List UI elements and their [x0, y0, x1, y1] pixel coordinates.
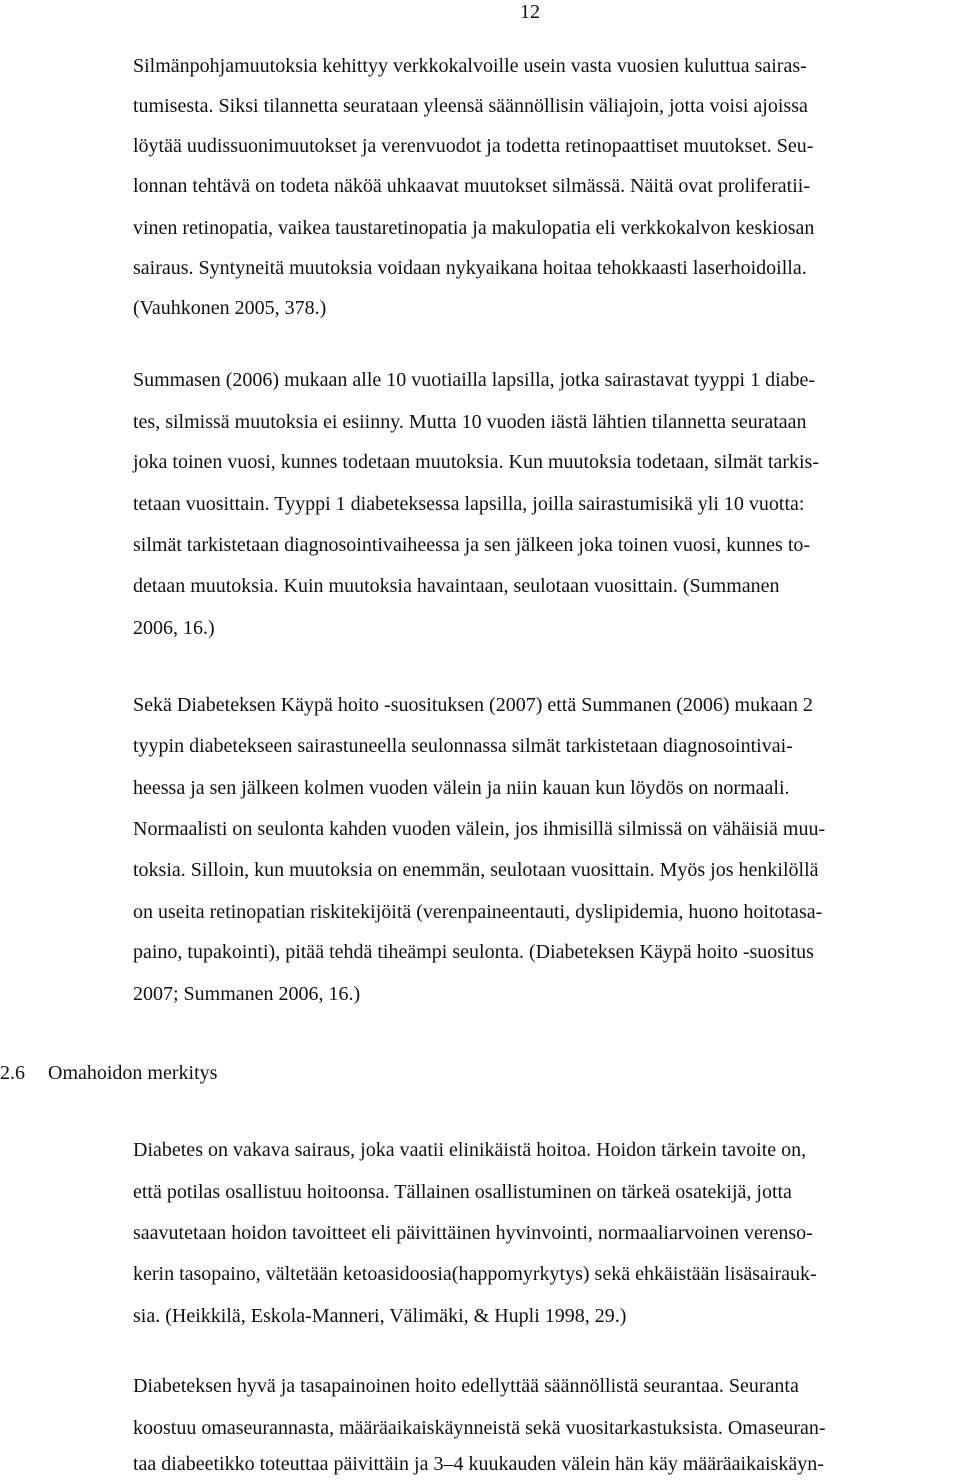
- text-line: sia. (Heikkilä, Eskola-Manneri, Välimäki, & Hupli 1998, 29.): [133, 1305, 627, 1327]
- page-number: 12: [520, 1, 540, 23]
- text-line: että potilas osallistuu hoitoonsa. Tällainen osallistuminen on tärkeä osatekijä, jotta: [133, 1181, 792, 1203]
- text-line: löytää uudissuonimuutokset ja verenvuodot ja todetta retinopaattiset muutokset. Seu-: [133, 135, 814, 157]
- text-line: taa diabeetikko toteuttaa päivittäin ja 3–4 kuukauden välein hän käy määräaikaiskäyn-: [133, 1453, 824, 1475]
- text-line: detaan muutoksia. Kuin muutoksia havaintaan, seulotaan vuosittain. (Summanen: [133, 575, 780, 597]
- text-line: vinen retinopatia, vaikea taustaretinopatia ja makulopatia eli verkkokalvon keskiosan: [133, 217, 815, 239]
- text-line: on useita retinopatian riskitekijöitä (verenpaineentauti, dyslipidemia, huono hoitotasa-: [133, 901, 823, 923]
- text-line: 2006, 16.): [133, 617, 215, 639]
- text-line: (Vauhkonen 2005, 378.): [133, 297, 327, 319]
- text-line: tumisesta. Siksi tilannetta seurataan yleensä säännöllisin väliajoin, jotta voisi ajoissa: [133, 95, 808, 117]
- text-line: toksia. Silloin, kun muutoksia on enemmän, seulotaan vuosittain. Myös jos henkilöllä: [133, 859, 819, 881]
- text-line: Diabetes on vakava sairaus, joka vaatii elinikäistä hoitoa. Hoidon tärkein tavoite on,: [133, 1139, 807, 1161]
- text-line: lonnan tehtävä on todeta näköä uhkaavat muutokset silmässä. Näitä ovat proliferatii-: [133, 175, 811, 197]
- text-line: Normaalisti on seulonta kahden vuoden välein, jos ihmisillä silmissä on vähäisiä muu-: [133, 818, 826, 840]
- text-line: Silmänpohjamuutoksia kehittyy verkkokalvoille usein vasta vuosien kuluttua sairas-: [133, 55, 807, 77]
- text-line: saavutetaan hoidon tavoitteet eli päivittäinen hyvinvointi, normaaliarvoinen verenso-: [133, 1222, 813, 1244]
- section-number: 2.6: [0, 1062, 25, 1084]
- section-heading: [0, 1061, 217, 1085]
- text-line: Sekä Diabeteksen Käypä hoito -suosituksen (2007) että Summanen (2006) mukaan 2: [133, 694, 813, 716]
- text-line: kerin tasopaino, vältetään ketoasidoosia(happomyrkytys) sekä ehkäistään lisäsairauk-: [133, 1263, 817, 1285]
- text-line: koostuu omaseurannasta, määräaikaiskäynneistä sekä vuositarkastuksista. Omaseuran-: [133, 1417, 826, 1439]
- text-line: Diabeteksen hyvä ja tasapainoinen hoito edellyttää säännöllistä seurantaa. Seuranta: [133, 1375, 799, 1397]
- text-line: sairaus. Syntyneitä muutoksia voidaan nykyaikana hoitaa tehokkaasti laserhoidoilla.: [133, 257, 807, 279]
- text-line: Summasen (2006) mukaan alle 10 vuotiailla lapsilla, jotka sairastavat tyyppi 1 diabe-: [133, 369, 816, 391]
- text-line: tes, silmissä muutoksia ei esiinny. Mutta 10 vuoden iästä lähtien tilannetta seurataan: [133, 411, 807, 433]
- text-line: silmät tarkistetaan diagnosointivaiheessa ja sen jälkeen joka toinen vuosi, kunnes to-: [133, 534, 811, 556]
- text-line: joka toinen vuosi, kunnes todetaan muutoksia. Kun muutoksia todetaan, silmät tarkis-: [133, 451, 819, 473]
- text-line: tyypin diabetekseen sairastuneella seulonnassa silmät tarkistetaan diagnosointivai-: [133, 735, 793, 757]
- text-line: heessa ja sen jälkeen kolmen vuoden välein ja niin kauan kun löydös on normaali.: [133, 777, 790, 799]
- text-line: tetaan vuosittain. Tyyppi 1 diabeteksessa lapsilla, joilla sairastumisikä yli 10 vuotta:: [133, 493, 805, 515]
- text-line: 2007; Summanen 2006, 16.): [133, 983, 361, 1005]
- text-line: paino, tupakointi), pitää tehdä tiheämpi seulonta. (Diabeteksen Käypä hoito -suositus: [133, 941, 814, 963]
- section-title: Omahoidon merkitys: [48, 1062, 218, 1084]
